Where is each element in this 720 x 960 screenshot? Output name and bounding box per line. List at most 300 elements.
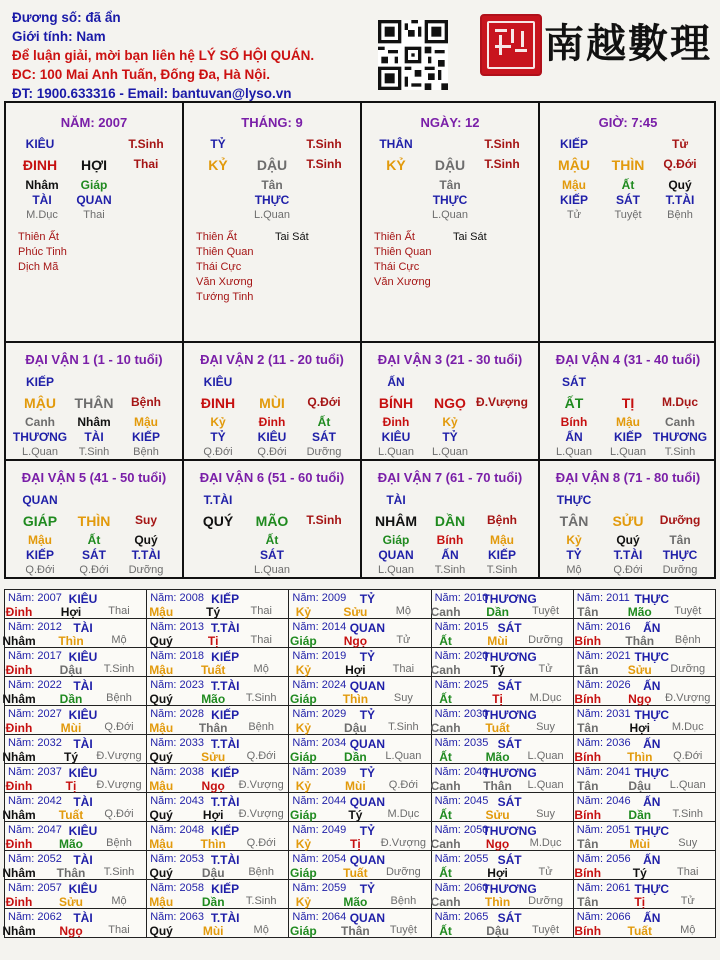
year-can: Bính [574,750,602,764]
year-cell [573,851,715,880]
year-can: Nhâm [2,750,36,764]
year-star: KIÊU [68,708,98,722]
year-table [4,589,716,938]
dai-van-can-tinh: KIÊU [203,375,233,389]
year-can: Đinh [5,837,33,851]
year-cell [2,793,147,822]
year-state: Tử [538,866,553,878]
year-star: QUAN [349,737,386,751]
table-row [5,851,716,880]
year-star: ẤN [643,679,661,693]
hidden-stem-star: KIẾP [613,430,643,444]
hidden-stem-star: TÀI [32,193,52,207]
year-state: Thai [108,924,130,936]
dai-van-state: Đ.Vượng [476,395,528,409]
year-chi: Ngọ [485,837,510,851]
year-can: Ất [439,692,452,706]
dai-van-title: ĐẠI VẬN 4 (31 - 40 tuổi) [555,352,701,367]
year-state: Dưỡng [385,866,421,878]
year-state: Q.Đới [673,750,703,762]
year-chi: Sửu [343,605,368,619]
hidden-stem: Quý [616,533,640,547]
year-chi: Tuất [627,924,652,938]
year-cell [573,706,715,735]
table-row [5,909,716,938]
dai-van-can: MẬU [24,395,56,411]
year-cell [2,909,147,938]
year-cell [5,648,147,677]
dai-van-can-tinh: ẤN [387,375,405,389]
year-cell [147,648,289,677]
subject-line: Đương số: đã ẩn [12,10,121,25]
hidden-stem: Ất [621,178,635,192]
year-state: Thai [677,866,699,878]
year-cell [431,735,573,764]
dai-van-title: ĐẠI VẬN 8 (71 - 80 tuổi) [555,470,701,485]
hidden-stem-star: KIẾP [25,548,55,562]
year-star: KIÊU [68,766,98,780]
year-chi: Dậu [628,779,652,793]
dai-van-chi: THÂN [74,395,114,411]
year-label: Năm: 2048 [150,824,204,836]
pillar-title: THÁNG: 9 [241,115,303,130]
hidden-stem-star: TỶ [566,548,582,562]
year-label: Năm: 2058 [150,882,204,894]
hidden-stem-star: KIÊU [381,430,411,444]
pillar-can: ĐINH [22,157,58,173]
hidden-stem-star: THỰC [662,548,698,562]
year-chi: Thân [625,634,655,648]
year-chi: Tị [492,692,503,706]
year-star: THƯƠNG [482,592,537,606]
year-star: QUAN [349,911,386,925]
year-chi: Mùi [202,924,224,938]
year-star: ẤN [643,853,661,867]
year-label: Năm: 2023 [150,679,204,691]
year-chi: Dậu [344,721,367,735]
year-cell [431,793,573,822]
hidden-stem-state: T.Sinh [486,564,518,576]
year-label: Năm: 2063 [150,911,204,923]
year-state: Dưỡng [528,895,563,907]
year-label: Năm: 2030 [434,708,489,720]
year-label: Năm: 2031 [576,708,631,720]
year-chi: Thân [198,721,228,735]
hidden-stem: Canh [665,415,695,429]
year-state: L.Quan [527,779,564,791]
hidden-stem-state: L.Quan [377,446,415,458]
year-label: Năm: 2043 [150,795,204,807]
table-row [5,764,716,793]
dai-van-cell [362,461,538,577]
hidden-stem-state: Q.Đới [79,564,109,576]
year-label: Năm: 2011 [576,592,630,604]
year-chi: Mùi [629,837,651,851]
year-cell [289,590,431,619]
year-chi: Hợi [202,808,224,822]
dai-van-state: Bệnh [487,513,517,527]
hidden-stem-star: QUAN [378,548,414,562]
year-can: Nhâm [2,866,36,880]
year-star: THƯƠNG [482,650,537,664]
year-chi: Tuất [200,663,226,677]
hidden-stem-star: THƯƠNG [12,430,68,444]
pillar-can-tinh: THÂN [379,137,413,151]
dai-van-cell [6,461,182,577]
year-chi: Thìn [627,750,653,764]
hidden-stem-star: TỶ [210,430,226,444]
year-label: Năm: 2045 [434,795,489,807]
year-state: Q.Đới [388,779,418,791]
hidden-stem-state: L.Quan [431,446,469,458]
hidden-stem-star: KIÊU [257,430,287,444]
hidden-stem: Kỷ [210,415,226,429]
year-cell [5,590,147,619]
year-star: THỰC [634,824,670,838]
year-cell [573,677,715,706]
year-star: T.TÀI [210,911,240,925]
year-label: Năm: 2055 [434,853,489,865]
year-can: Kỷ [295,779,312,793]
hidden-stem-star: TÀI [84,430,104,444]
year-state: Q.Đới [104,721,134,733]
year-can: Nhâm [2,692,36,706]
year-state: Q.Đới [246,750,276,762]
year-cell [573,590,715,619]
year-state: Thai [250,605,272,617]
year-cell [289,706,431,735]
table-row [5,706,716,735]
hidden-stem-state: Bệnh [133,446,159,458]
hidden-stem: Giáp [80,178,108,192]
hidden-stem-state: L.Quan [377,564,415,576]
hidden-stem-star: TỶ [442,430,458,444]
hidden-stem-star: KIẾP [487,548,517,562]
year-can: Giáp [290,692,317,706]
year-star: ẤN [643,911,661,925]
year-star: THỰC [634,766,670,780]
year-cell [289,648,431,677]
year-state: M.Dục [671,721,704,733]
year-label: Năm: 2065 [434,911,489,923]
hidden-stem: Quý [668,178,692,192]
year-can: Quý [149,692,173,706]
year-state: Thai [392,663,415,675]
year-can: Ất [439,866,452,880]
year-star: TỶ [359,708,376,722]
year-label: Năm: 2054 [292,853,347,865]
year-cell [147,764,289,793]
pillar-chi-state: T.Sinh [306,157,342,171]
hidden-stem-star: T.TÀI [665,193,695,207]
year-state: T.Sinh [672,808,704,820]
year-state: Tử [396,634,411,646]
dai-van-cell [362,343,538,459]
year-state: Dưỡng [528,634,563,646]
hidden-stem: Mậu [28,533,52,547]
year-can: Giáp [290,866,317,880]
year-can: Đinh [5,779,33,793]
pillar-title: GIỜ: 7:45 [598,115,658,130]
pillar-cell [184,103,360,341]
year-cell [431,590,573,619]
year-star: TỶ [359,650,376,664]
year-label: Năm: 2044 [292,795,347,807]
year-star: TỶ [359,882,376,896]
year-label: Năm: 2022 [8,679,62,691]
year-can: Giáp [290,634,317,648]
year-star: T.TÀI [210,679,240,693]
year-cell [2,677,147,706]
dai-van-state: T.Sinh [306,513,342,527]
table-row [5,822,716,851]
year-label: Năm: 2007 [8,592,62,604]
year-label: Năm: 2066 [576,911,631,923]
table-row [5,735,716,764]
year-label: Năm: 2026 [576,679,631,691]
year-cell [289,619,431,648]
year-label: Năm: 2018 [150,650,204,662]
year-can: Mậu [149,605,174,619]
special-star: Phúc Tinh [18,246,67,258]
year-can: Mậu [149,895,174,909]
year-label: Năm: 2050 [434,824,489,836]
year-state: L.Quan [385,750,422,762]
year-label: Năm: 2060 [434,882,489,894]
year-label: Năm: 2035 [434,737,489,749]
year-chi: Hợi [629,721,651,735]
year-label: Năm: 2062 [8,911,62,923]
year-cell [431,909,573,938]
year-label: Năm: 2028 [150,708,204,720]
year-cell [2,619,147,648]
year-label: Năm: 2017 [8,650,62,662]
year-label: Năm: 2025 [434,679,489,691]
year-chi: Dần [201,895,225,909]
year-label: Năm: 2029 [292,708,347,720]
hidden-stem-state: Dưỡng [306,446,342,458]
year-can: Mậu [149,779,174,793]
year-chi: Dậu [59,663,83,677]
year-chi: Thân [483,779,512,793]
year-chi: Hợi [60,605,82,619]
hidden-stem: Kỷ [442,415,458,429]
year-star: KIẾP [211,882,240,896]
year-chi: Tý [206,605,221,619]
year-state: Tuyệt [389,924,417,936]
table-row [5,648,716,677]
year-state: Thai [108,605,130,617]
year-cell [147,793,289,822]
year-cell [5,822,147,851]
dai-van-can: ĐINH [200,395,236,411]
hidden-stem: Bính [560,415,588,429]
year-cell [5,764,147,793]
contact-line: Để luận giải, mời bạn liên hệ LÝ SỐ HỘI QUÁN. [12,48,315,63]
qr-code-icon [378,20,448,90]
year-can: Bính [574,634,602,648]
year-can: Bính [574,692,602,706]
year-star: TÀI [73,679,93,693]
year-label: Năm: 2040 [434,766,489,778]
year-label: Năm: 2036 [576,737,631,749]
year-can: Nhâm [2,924,36,938]
year-can: Kỷ [295,721,312,735]
year-star: T.TÀI [210,621,240,635]
year-star: KIẾP [211,650,240,664]
year-star: THƯƠNG [482,882,537,896]
year-chi: Tị [207,634,219,648]
year-can: Giáp [290,808,317,822]
year-cell [147,677,289,706]
year-state: Bệnh [390,895,417,907]
dai-van-title: ĐẠI VẬN 5 (41 - 50 tuổi) [21,470,167,485]
year-can: Canh [430,895,461,909]
special-star: Tai Sát [453,231,487,243]
year-star: KIÊU [68,650,98,664]
year-can: Kỷ [295,895,312,909]
year-can: Mậu [149,837,174,851]
year-star: SÁT [497,621,522,635]
hidden-stem-state: L.Quan [555,446,593,458]
year-can: Giáp [290,924,317,938]
hidden-stem-state: M.Dục [26,209,58,221]
year-state: Bệnh [248,866,275,878]
year-state: Suy [536,721,556,733]
hidden-stem: Ất [317,415,331,429]
hidden-stem-state: L.Quan [431,209,469,221]
year-can: Kỷ [295,837,312,851]
year-state: M.Dục [529,837,562,849]
year-label: Năm: 2057 [8,882,62,894]
year-state: Tử [680,895,695,907]
year-cell [5,706,147,735]
pillar-can-tinh: KIẾP [559,137,589,151]
year-cell [5,880,147,909]
year-state: M.Dục [529,692,562,704]
dai-van-can: NHÂM [375,513,417,529]
year-label: Năm: 2041 [576,766,631,778]
year-chi: Tị [350,837,361,851]
year-chi: Mùi [345,779,366,793]
year-label: Năm: 2008 [150,592,204,604]
pillar-chi: DẬU [434,157,466,173]
hidden-stem-star: QUAN [76,193,112,207]
hidden-stem-star: THỰC [254,193,290,207]
year-cell [573,909,715,938]
year-state: Q.Đới [104,808,134,820]
year-chi: Sửu [627,663,652,677]
special-star: Văn Xương [374,276,431,288]
year-can: Canh [430,779,461,793]
year-chi: Tý [490,663,505,677]
special-star: Thiên Quan [196,246,254,258]
year-star: TÀI [73,737,93,751]
year-label: Năm: 2010 [434,592,489,604]
pillar-cell [362,103,538,341]
year-cell [289,851,431,880]
year-can: Kỷ [295,605,312,619]
dai-van-chi: MÃO [255,513,289,529]
year-star: THƯƠNG [482,708,537,722]
year-label: Năm: 2024 [292,679,347,691]
year-can: Tân [577,605,599,619]
year-label: Năm: 2014 [292,621,347,633]
year-label: Năm: 2059 [292,882,347,894]
hidden-stem-state: Bệnh [667,209,693,221]
year-star: SÁT [497,795,522,809]
year-star: KIÊU [68,882,98,896]
table-row [5,590,716,619]
year-cell [147,735,289,764]
pillar-chi: HỢI [81,157,107,173]
year-star: KIÊU [68,824,98,838]
year-cell [573,619,715,648]
year-star: SÁT [497,679,522,693]
year-label: Năm: 2046 [576,795,631,807]
table-row [5,793,716,822]
year-label: Năm: 2027 [8,708,62,720]
year-state: Bệnh [106,837,132,849]
year-star: T.TÀI [210,795,240,809]
year-cell [147,619,289,648]
hidden-stem-state: T.Sinh [664,446,696,458]
dai-van-state: Suy [134,513,158,527]
year-star: THƯƠNG [482,824,537,838]
special-star: Thiên Ất [374,231,415,243]
hidden-stem-star: THỰC [432,193,468,207]
dai-van-cell [184,343,360,459]
special-star: Thái Cực [196,261,242,273]
year-star: TÀI [73,853,93,867]
address-line: ĐC: 100 Mai Anh Tuấn, Đống Đa, Hà Nội. [12,67,271,82]
year-star: SÁT [497,853,522,867]
hidden-stem-star: T.TÀI [131,548,161,562]
hidden-stem: Ất [87,533,101,547]
year-star: KIẾP [211,592,240,606]
year-chi: Mùi [487,634,508,648]
special-star: Văn Xương [196,276,253,288]
dai-van-state: M.Dục [662,395,698,409]
year-cell [289,793,431,822]
pillar-chi: DẬU [256,157,288,173]
dai-van-chi: THÌN [77,513,111,529]
year-label: Năm: 2013 [150,621,204,633]
year-chi: Tý [348,808,363,822]
pillar-top-state: T.Sinh [128,137,164,151]
hidden-stem-state: L.Quan [253,564,291,576]
year-star: QUAN [349,621,386,635]
year-can: Mậu [149,663,174,677]
year-can: Đinh [5,721,33,735]
year-can: Kỷ [295,663,312,677]
year-state: Đ.Vượng [665,692,711,704]
year-label: Năm: 2064 [292,911,347,923]
year-label: Năm: 2053 [150,853,204,865]
year-state: Thai [250,634,272,646]
year-star: THƯƠNG [482,766,537,780]
hidden-stem-star: KIẾP [131,430,161,444]
year-chi: Dần [486,605,509,619]
year-star: THỰC [634,882,670,896]
year-chi: Thìn [484,895,511,909]
year-cell [147,909,289,938]
hidden-stem: Tân [261,178,283,192]
chart-grid [4,101,716,579]
year-label: Năm: 2056 [576,853,631,865]
year-chi: Mão [59,837,83,851]
hidden-stem: Mậu [562,178,586,192]
